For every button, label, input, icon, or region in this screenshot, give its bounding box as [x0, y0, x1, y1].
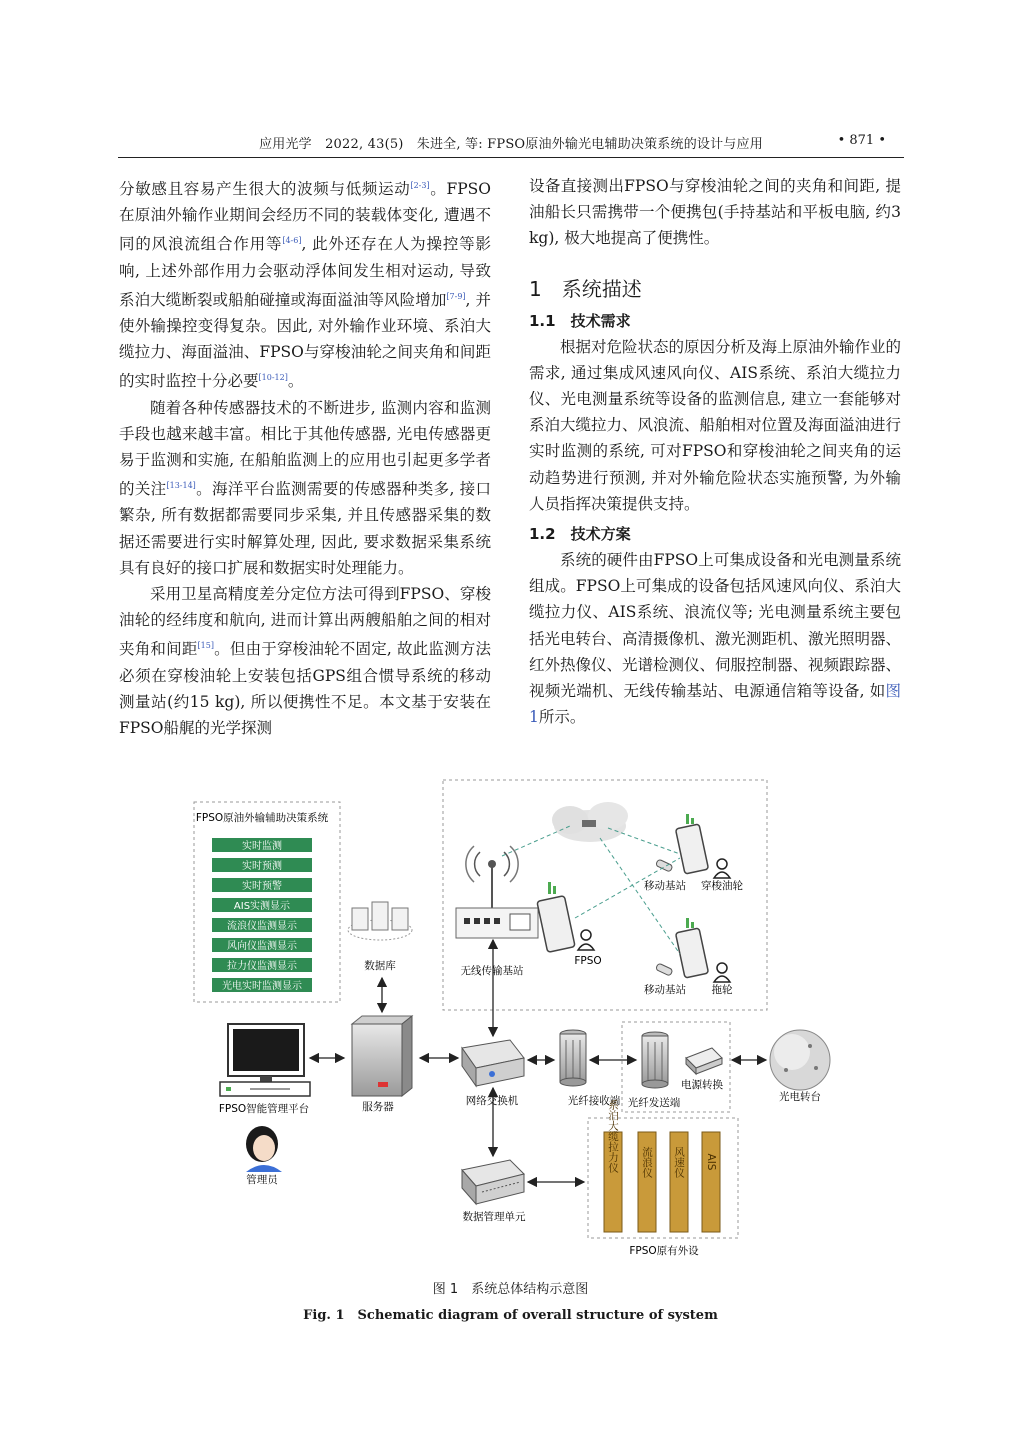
peripheral-wind-label: 风速仪 [673, 1146, 685, 1178]
server-label: 服务器 [362, 1101, 394, 1113]
page-number: • 871 • [837, 133, 886, 148]
shuttle-tanker-label: 穿梭油轮 [701, 880, 743, 892]
module-label: AIS实测显示 [233, 901, 291, 912]
fiber-receiver-icon [560, 1030, 586, 1086]
peripheral-tension-label: 系泊大缆拉力仪 [607, 1099, 619, 1173]
module-label: 实时监测 [242, 841, 282, 852]
module-list [212, 838, 312, 992]
peripheral-list [604, 1098, 720, 1232]
network-switch-icon [462, 1040, 524, 1086]
admin-label: 管理员 [246, 1174, 278, 1186]
mobile-base-1-label: 移动基站 [644, 880, 686, 892]
server-icon [352, 1016, 412, 1096]
peripheral-wave-label: 流浪仪 [641, 1146, 653, 1178]
right-paragraph-2: 系统的硬件由FPSO上可集成设备和光电测量系统组成。FPSO上可集成的设备包括风速风向仪、系泊大缆拉力仪、AIS系统、浪流仪等; 光电测量系统主要包括光电转台、高清摄像机、激光测距机、激光照明器、红外热像仪、光谱检测仪、伺服控制器、视频跟踪器、视频光端机、无线传输基站、电源通信箱等设备, 如图1所示。 [529, 551, 902, 727]
left-paragraph-2: 随着各种传感器技术的不断进步, 监测内容和监测手段也越来越丰富。相比于其他传感器, 光电传感器更易于监测和实施, 在船舶监测上的应用也引起更多学者的关注[13-14]。海洋平台监测需要的传感器种类多, 接口繁杂, 所有数据都需要同步采集, 并且传感器采集的数据还需要进行实时解算处理, 因此, 要求数据采集系统具有良好的接口扩展和数据实时处理能力。 [119, 398, 491, 577]
wireless-base-icon [456, 846, 538, 938]
wireless-base-label: 无线传输基站 [460, 965, 524, 977]
module-label: 风向仪监测显示 [227, 941, 297, 952]
left-column [119, 173, 491, 741]
fiber-rx-label: 光纤接收端 [567, 1095, 621, 1107]
module-label: 光电实时监测显示 [222, 981, 302, 992]
figure-caption-cn: 图 1 系统总体结构示意图 [432, 1282, 589, 1297]
mobile-base-2-label: 移动基站 [644, 984, 686, 996]
section-heading-1: 1 系统描述 [529, 276, 642, 301]
computer-icon [220, 1024, 310, 1096]
citation-15[interactable]: [15] [197, 641, 214, 651]
peripheral-ais[interactable] [702, 1132, 720, 1232]
citation-13-14[interactable]: [13-14] [166, 481, 196, 491]
right-paragraph-1: 根据对危险状态的原因分析及海上原油外输作业的需求, 通过集成风速风向仪、AIS系统、系泊大缆拉力仪、光电测量系统等设备的监测信息, 建立一套能够对系泊大缆拉力、风浪流、船舶相对位置及海面溢油进行实时监测的系统, 可对FPSO和穿梭油轮之间夹角的运动趋势进行预测, 并对外输危险状态实施预警, 为外输人员指挥决策提供支持。 [529, 337, 902, 513]
peripheral-ais-label: AIS [705, 1153, 717, 1171]
fiber-transmitter-icon [642, 1032, 668, 1088]
module-label: 流浪仪监测显示 [227, 921, 297, 932]
platform-label: FPSO智能管理平台 [218, 1103, 310, 1115]
database-label: 数据库 [364, 960, 396, 972]
mobile-base-1-icon [655, 814, 730, 878]
module-label: 实时预测 [242, 861, 282, 872]
power-conv-label: 电源转换 [681, 1079, 723, 1091]
citation-2-3[interactable]: [2-3] [410, 181, 430, 190]
citation-4-6[interactable]: [4-6] [282, 236, 302, 246]
subsection-heading-1-2: 1.2 技术方案 [529, 525, 631, 544]
admin-avatar-icon [246, 1126, 282, 1172]
data-unit-label: 数据管理单元 [462, 1211, 526, 1223]
switch-label: 网络交换机 [465, 1095, 519, 1107]
figure-caption-en: Fig. 1 Schematic diagram of overall structure of system [303, 1308, 718, 1323]
optical-turret-icon [770, 1030, 830, 1090]
left-paragraph-1: 分敏感且容易产生很大的波频与低频运动[2-3]。FPSO在原油外输作业期间会经历不同的装载体变化, 遭遇不同的风浪流组合作用等[4-6], 此外还存在人为操控等影响, 上述外部作用力会驱动浮体间发生相对运动, 导致系泊大缆断裂或船舶碰撞或海面溢油等风险增加[7-9], 并使外输操控变得复杂。因此, 对外输作业环境、系泊大缆拉力、海面溢油、FPSO与穿梭油轮之间夹角和间距的实时监控十分必要[10-12]。 [119, 180, 491, 391]
module-label: 实时预警 [242, 881, 282, 892]
module-label: 拉力仪监测显示 [227, 961, 297, 972]
figure-1-link[interactable]: 图1 [529, 682, 901, 727]
database-icon [348, 902, 412, 940]
data-unit-icon [462, 1160, 524, 1204]
fpso-label: FPSO [574, 955, 602, 967]
citation-10-12[interactable]: [10-12] [258, 373, 288, 383]
subsection-heading-1-1: 1.1 技术需求 [529, 311, 631, 330]
figure-1 [180, 778, 840, 1268]
running-title: 应用光学 2022, 43(5) 朱进全, 等: FPSO原油外输光电辅助决策系统的设计与应用 [259, 137, 763, 152]
right-paragraph-0: 设备直接测出FPSO与穿梭油轮之间的夹角和间距, 提油船长只需携带一个便携包(手持基站和平板电脑, 约3 kg), 极大地提高了便携性。 [529, 177, 901, 248]
peripherals-title: FPSO原有外设 [629, 1245, 699, 1257]
left-paragraph-3: 采用卫星高精度差分定位方法可得到FPSO、穿梭油轮的经纬度和航向, 进而计算出两艘船舶之间的相对夹角和间距[15]。但由于穿梭油轮不固定, 故此监测方法必须在穿梭油轮上安装包括GPS组合惯导系统的移动测量站(约15 kg), 所以便携性不足。本文基于安装在FPSO船艉的光学探测 [119, 585, 491, 738]
header-rule [118, 157, 904, 158]
system-title: FPSO原油外输辅助决策系统 [195, 812, 329, 824]
fpso-tablet-icon [537, 882, 594, 952]
mobile-base-2-icon [655, 918, 730, 982]
cloud-icon [552, 802, 628, 842]
power-converter-icon [686, 1048, 722, 1074]
right-column [529, 173, 901, 730]
citation-7-9[interactable]: [7-9] [446, 291, 466, 301]
system-diagram [180, 778, 840, 1268]
fiber-tx-label: 光纤发送端 [627, 1097, 681, 1109]
tug-label: 拖轮 [711, 984, 733, 996]
turret-label: 光电转台 [779, 1091, 821, 1103]
running-header [118, 130, 904, 152]
